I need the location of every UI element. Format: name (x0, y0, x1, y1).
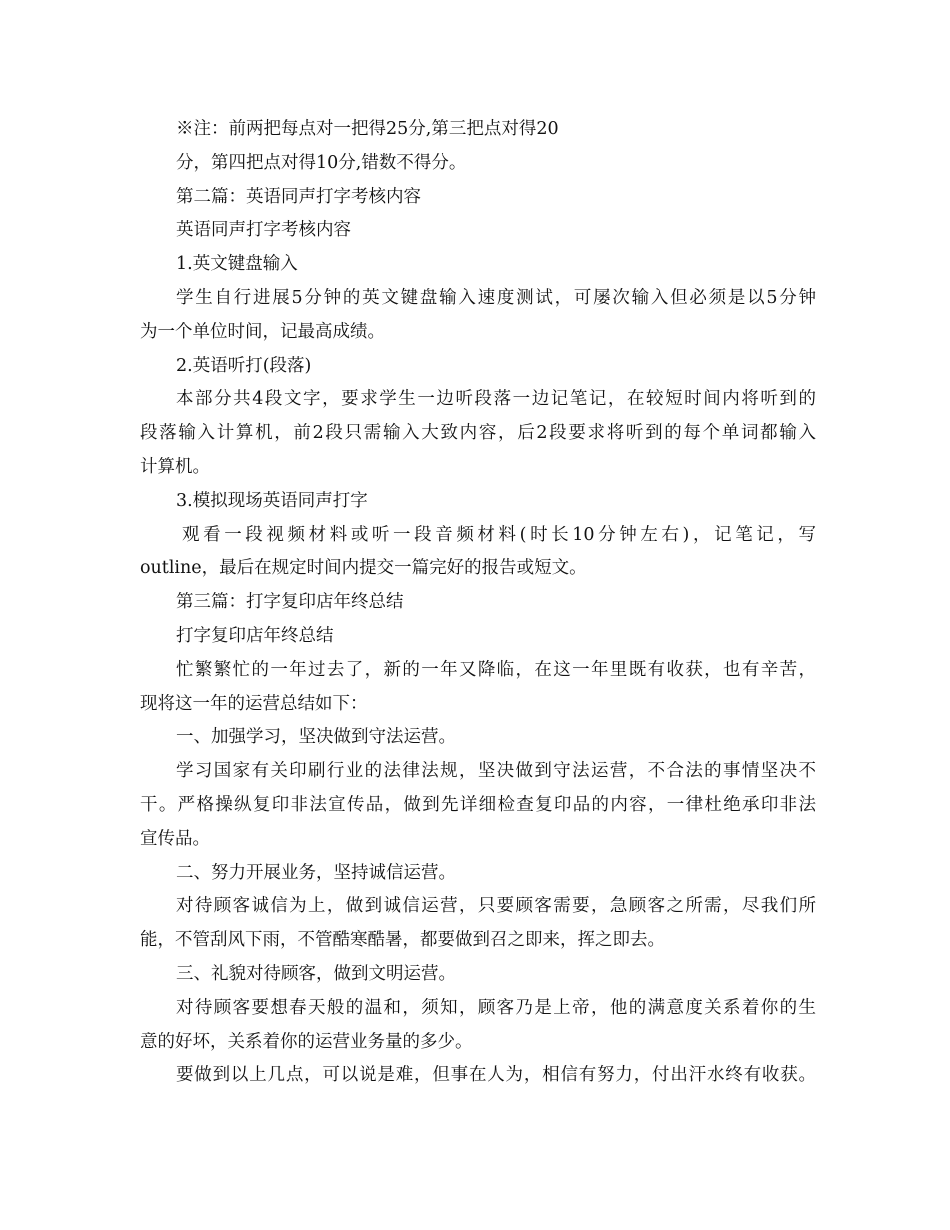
text-line: 宣传品。 (140, 828, 210, 849)
text-line: 3.模拟现场英语同声打字 (176, 490, 368, 511)
text-line: 对待顾客诚信为上，做到诚信运营，只要顾客需要，急顾客之所需，尽我们所 (176, 896, 816, 917)
text-line: 三、礼貌对待顾客，做到文明运营。 (176, 963, 456, 984)
text-line: 为一个单位时间，记最高成绩。 (140, 321, 385, 342)
text-line: 二、努力开展业务，坚持诚信运营。 (176, 862, 456, 883)
text-line: 现将这一年的运营总结如下： (140, 693, 368, 714)
text-line: 第二篇：英语同声打字考核内容 (176, 186, 421, 207)
text-line: 观看一段视频材料或听一段音频材料(时长10分钟左右)，记笔记，写 (182, 524, 816, 545)
document-body (140, 113, 816, 1093)
text-line: 要做到以上几点，可以说是难，但事在人为，相信有努力，付出汗水终有收获。 (176, 1065, 816, 1086)
text-line: 意的好坏，关系着你的运营业务量的多少。 (140, 1031, 473, 1052)
text-line: 学生自行进展5分钟的英文键盘输入速度测试，可屡次输入但必须是以5分钟 (176, 287, 816, 308)
text-line: 2.英语听打(段落) (176, 355, 312, 376)
text-line: 干。严格操纵复印非法宣传品，做到先详细检查复印品的内容，一律杜绝承印非法 (140, 794, 816, 815)
text-line: 忙繁繁忙的一年过去了，新的一年又降临，在这一年里既有收获，也有辛苦， (176, 659, 816, 680)
text-line: 能，不管刮风下雨，不管酷寒酷暑，都要做到召之即来，挥之即去。 (140, 930, 665, 951)
text-line: 对待顾客要想春天般的温和，须知，顾客乃是上帝，他的满意度关系着你的生 (176, 997, 816, 1018)
text-line: 一、加强学习，坚决做到守法运营。 (176, 727, 456, 748)
text-line: 学习国家有关印刷行业的法律法规，坚决做到守法运营，不合法的事情坚决不 (176, 761, 816, 782)
text-line: 英语同声打字考核内容 (176, 220, 351, 241)
text-line: ※注：前两把每点对一把得25分,第三把点对得20 (176, 119, 559, 139)
text-line: 本部分共4段文字，要求学生一边听段落一边记笔记，在较短时间内将听到的 (176, 389, 816, 410)
text-line: 打字复印店年终总结 (176, 625, 334, 646)
text-line: 第三篇：打字复印店年终总结 (176, 592, 404, 613)
text-line: outline，最后在规定时间内提交一篇完好的报告或短文。 (140, 558, 587, 579)
text-line: 段落输入计算机，前2段只需输入大致内容，后2段要求将听到的每个单词都输入 (140, 423, 816, 444)
text-line: 1.英文键盘输入 (176, 254, 298, 275)
text-line: 计算机。 (140, 456, 210, 477)
text-line: 分，第四把点对得10分,错数不得分。 (176, 152, 467, 173)
